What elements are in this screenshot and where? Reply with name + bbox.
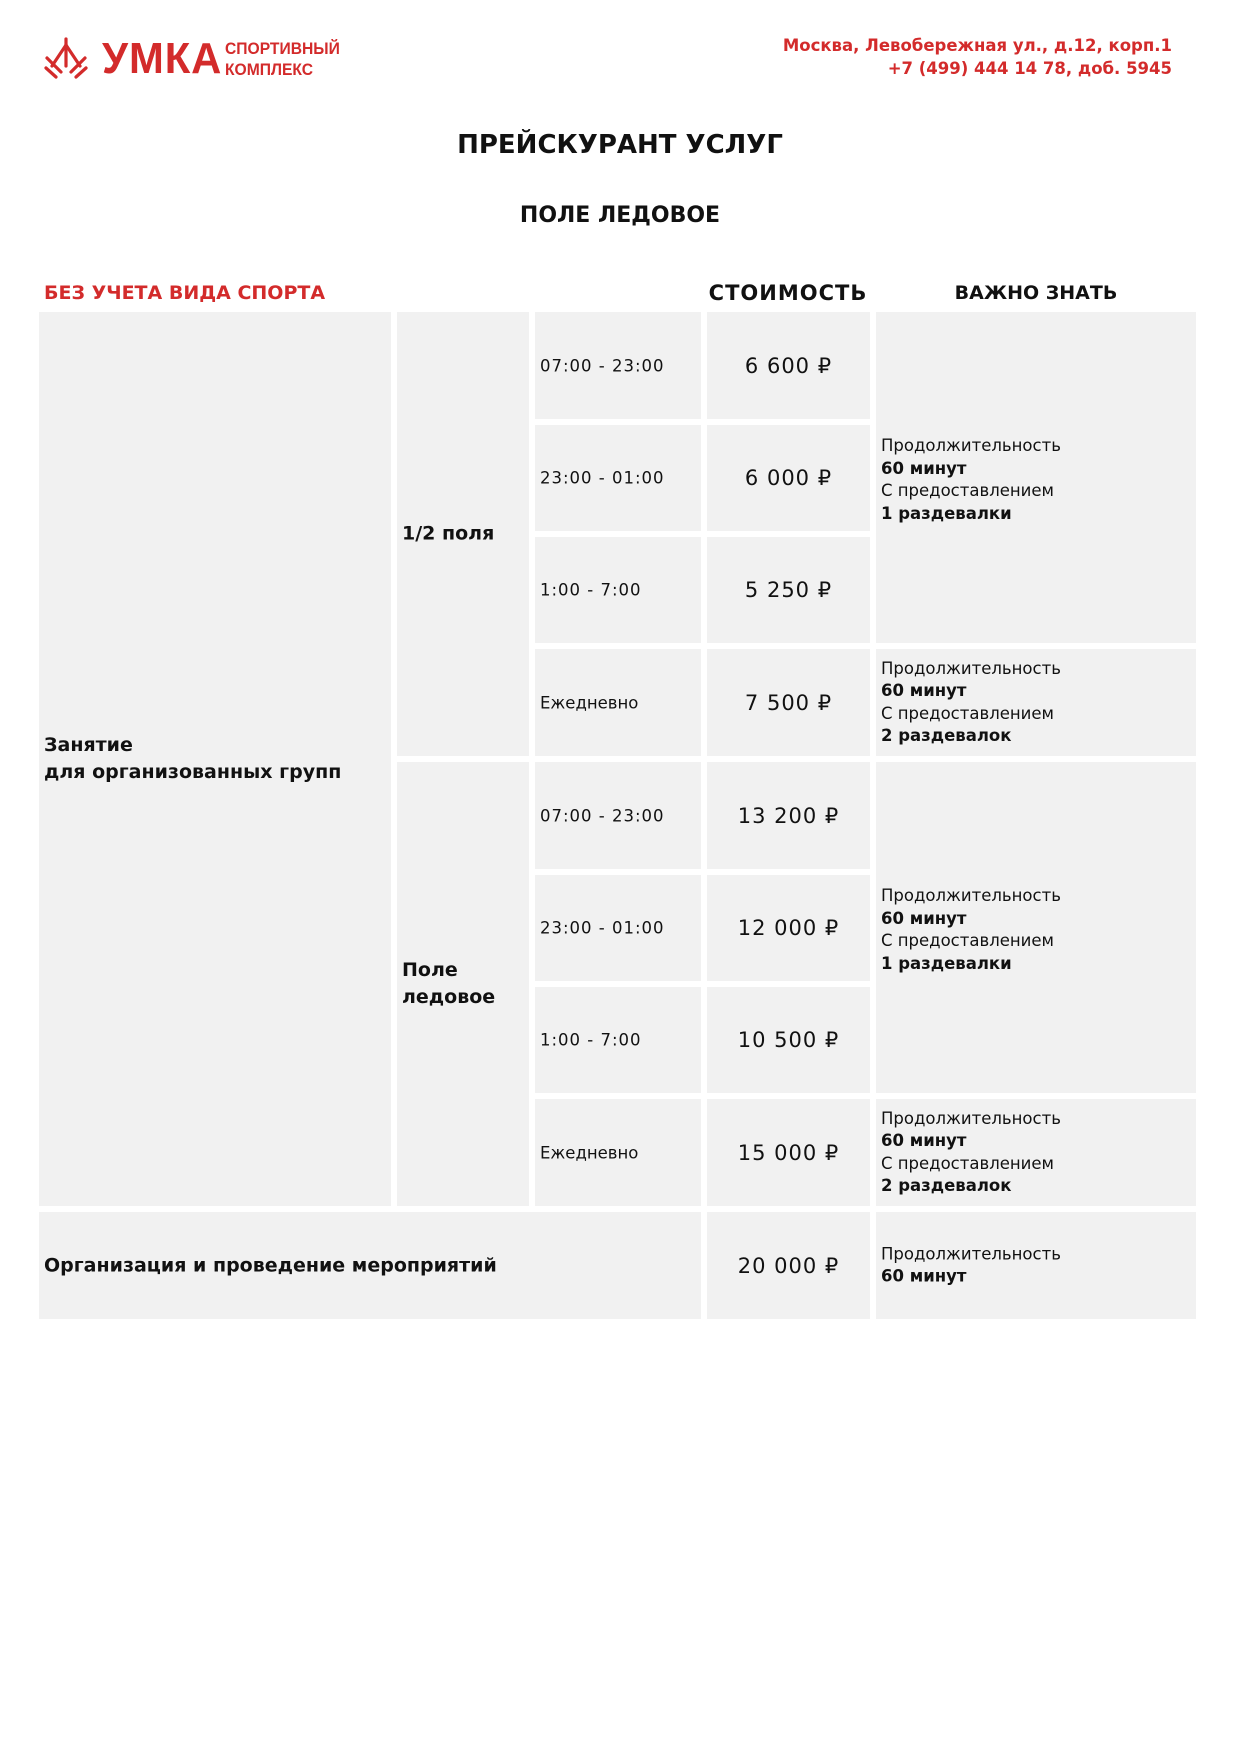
events-label: Организация и проведение мероприятий [44, 1254, 497, 1276]
phone: +7 (499) 444 14 78, доб. 5945 [887, 59, 1172, 78]
logo-sub-line2: КОМПЛЕКС [225, 60, 314, 79]
table-row-price: 7 500 ₽ [707, 649, 870, 756]
table-row-time: 1:00 - 7:00 [535, 537, 701, 643]
note-cell [876, 312, 1196, 643]
group-label-line2: для организованных групп [44, 761, 342, 783]
full-field-cell [397, 762, 529, 1206]
note-text: Продолжительность 60 минут [881, 1244, 1061, 1286]
table-row-price: 15 000 ₽ [707, 1099, 870, 1206]
table-row-time: 23:00 - 01:00 [535, 425, 701, 531]
table-row-time: Ежедневно [535, 649, 701, 756]
table-row-price: 6 600 ₽ [707, 312, 870, 419]
note-cell [876, 762, 1196, 1093]
column-header-price: СТОИМОСТЬ [708, 281, 868, 305]
note-text: Продолжительность 60 минут С предоставлением 2 раздевалок [881, 658, 1061, 745]
table-row-time: 07:00 - 23:00 [535, 762, 701, 869]
half-field-cell [397, 312, 529, 756]
column-header-category: БЕЗ УЧЕТА ВИДА СПОРТА [44, 282, 326, 304]
contact-info [783, 34, 1172, 80]
page-subtitle: ПОЛЕ ЛЕДОВОЕ [519, 203, 721, 228]
table-row-time: 23:00 - 01:00 [535, 875, 701, 981]
logo-subtitle [225, 38, 340, 80]
table-row-price: 10 500 ₽ [707, 987, 870, 1093]
group-label-line1: Занятие [44, 734, 133, 756]
note-cell [876, 1099, 1196, 1206]
events-price: 20 000 ₽ [737, 1253, 840, 1278]
table-row-time: 1:00 - 7:00 [535, 987, 701, 1093]
column-header-notes: ВАЖНО ЗНАТЬ [954, 282, 1118, 304]
note-text: Продолжительность 60 минут С предоставлением 1 раздевалки [881, 436, 1061, 523]
logo-mark-icon [44, 36, 88, 80]
logo-word: УМКА [102, 34, 223, 83]
table-row-price: 6 000 ₽ [707, 425, 870, 531]
group-cell [39, 312, 391, 1206]
events-price-cell [707, 1212, 870, 1319]
note-cell [876, 649, 1196, 756]
note-text: Продолжительность 60 минут С предоставлением 2 раздевалок [881, 1108, 1061, 1195]
table-row-time: Ежедневно [535, 1099, 701, 1206]
logo-sub-line1: СПОРТИВНЫЙ [225, 39, 340, 58]
table-row-price: 5 250 ₽ [707, 537, 870, 643]
group-label [44, 732, 386, 786]
events-note-cell [876, 1212, 1196, 1319]
table-row-price: 13 200 ₽ [707, 762, 870, 869]
table-row-time: 07:00 - 23:00 [535, 312, 701, 419]
table-row-price: 12 000 ₽ [707, 875, 870, 981]
full-field-label: Поле ледовое [402, 959, 496, 1008]
events-cell [39, 1212, 701, 1319]
address: Москва, Левобережная ул., д.12, корп.1 [782, 36, 1172, 55]
logo [44, 34, 344, 84]
note-text: Продолжительность 60 минут С предоставлением 1 раздевалки [881, 886, 1061, 973]
page-title: ПРЕЙСКУРАНТ УСЛУГ [457, 130, 783, 160]
half-field-label: 1/2 поля [402, 522, 495, 545]
